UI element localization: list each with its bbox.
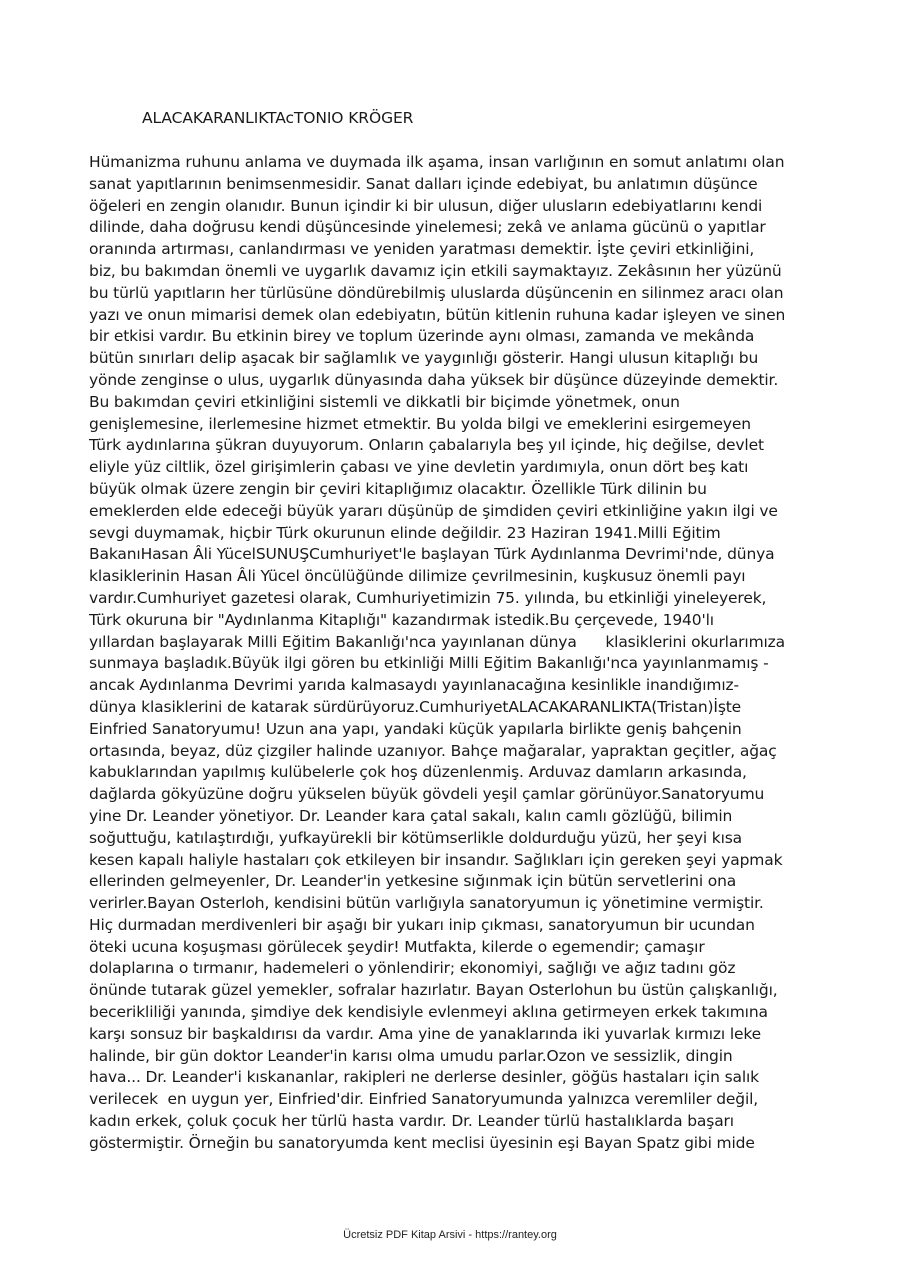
body-line: bu türlü yapıtların her türlüsüne döndürebilmiş uluslarda düşüncenin en silinmez aracı olan <box>89 283 784 302</box>
body-line: önünde tutarak güzel yemekler, sofralar hazırlatır. Bayan Osterlohun bu üstün çalışkanlığı, <box>89 981 778 1000</box>
body-line: sunmaya başladık.Büyük ilgi gören bu etkinliği Milli Eğitim Bakanlığı'nca yayınlanmamış - <box>89 654 769 673</box>
body-line: biz, bu bakımdan önemli ve uygarlık davamız için etkili saymaktayız. Zekâsının her yüzünü <box>89 261 782 280</box>
body-line: verilecek en uygun yer, Einfried'dir. Einfried Sanatoryumunda yalnızca veremliler değil, <box>89 1090 759 1109</box>
body-line: yönde zenginse o ulus, uygarlık dünyasında daha yüksek bir düşünce düzeyinde demektir. <box>89 370 779 389</box>
body-line: yıllardan başlayarak Milli Eğitim Bakanlığı'nca yayınlanan dünya klasiklerini okurlarımıza <box>89 632 786 651</box>
body-line: verirler.Bayan Osterloh, kendisini bütün varlığıyla sanatoryumun iç yönetimine vermiştir. <box>89 894 764 913</box>
body-line: ellerinden gelmeyenler, Dr. Leander'in yetkesine sığınmak için bütün servetlerini ona <box>89 872 737 891</box>
body-line: hava... Dr. Leander'i kıskananlar, rakipleri ne derlerse desinler, göğüs hastaları için salık <box>89 1068 759 1087</box>
body-line: klasiklerinin Hasan Âli Yücel öncülüğünde dilimize çevrilmesinin, kuşkusuz önemli payı <box>89 567 746 586</box>
body-line: soğuttuğu, katılaştırdığı, yufkayürekli bir kötümserlikle doldurduğu yüzü, her şeyi kısa <box>89 828 743 847</box>
body-line: eliyle yüz ciltlik, özel girişimlerin çabası ve yine devletin yardımıyla, onun dört beş katı <box>89 458 749 477</box>
body-line: yazı ve onun mimarisi demek olan edebiyatın, bütün kitlenin ruhuna kadar işleyen ve sinen <box>89 305 786 324</box>
body-line: BakanıHasan Âli YücelSUNUŞCumhuriyet'le başlayan Türk Aydınlanma Devrimi'nde, dünya <box>89 545 775 564</box>
body-line: ortasında, beyaz, düz çizgiler halinde uzanıyor. Bahçe mağaralar, yapraktan geçitler, ağaç <box>89 741 777 760</box>
body-line: dağlarda gökyüzüne doğru yükselen büyük gövdeli yeşil çamlar görünüyor.Sanatoryumu <box>89 785 765 804</box>
body-line: büyük olmak üzere zengin bir çeviri kitaplığımız olacaktır. Özellikle Türk dilinin bu <box>89 479 707 498</box>
body-line: bütün sınırları delip aşacak bir sağlamlık ve yaygınlığı gösterir. Hangi ulusun kitaplığı bu <box>89 349 759 368</box>
body-line: Türk okuruna bir "Aydınlanma Kitaplığı" kazandırmak istedik.Bu çerçevede, 1940'lı <box>89 610 714 629</box>
body-text <box>89 152 829 1155</box>
body-line: kesen kapalı haliyle hastaları çok etkileyen bir insandır. Sağlıkları için gereken şeyi yapmak <box>89 850 783 869</box>
body-line: yine Dr. Leander yönetiyor. Dr. Leander kara çatal sakalı, kalın camlı gözlüğü, bilimin <box>89 806 733 825</box>
body-line: oranında artırması, canlandırması ve yeniden yaratması demektir. İşte çeviri etkinliğini, <box>89 240 755 259</box>
body-line: becerikliliği yanında, şimdiye dek kendisiyle evlenmeyi aklına getirmeyen erkek takımına <box>89 1003 768 1022</box>
body-line: sevgi duymamak, hiçbir Türk okurunun elinde değildir. 23 Haziran 1941.Milli Eğitim <box>89 523 721 542</box>
body-line: genişlemesine, ilerlemesine hizmet etmektir. Bu yolda bilgi ve emeklerini esirgemeyen <box>89 414 751 433</box>
body-line: kabuklarından yapılmış kulübelerle çok hoş düzenlenmiş. Arduvaz damların arkasında, <box>89 763 747 782</box>
body-line: öğeleri en zengin olanıdır. Bunun içindir ki bir ulusun, diğer ulusların edebiyatlarını kendi <box>89 196 763 215</box>
body-line: vardır.Cumhuriyet gazetesi olarak, Cumhuriyetimizin 75. yılında, bu etkinliği yineleyerek, <box>89 588 767 607</box>
body-line: Bu bakımdan çeviri etkinliğini sistemli ve dikkatli bir biçimde yönetmek, onun <box>89 392 680 411</box>
body-line: dünya klasiklerini de katarak sürdürüyoruz.CumhuriyetALACAKARANLIKTA(Tristan)İşte <box>89 697 742 716</box>
body-line: emeklerden elde edeceği büyük yararı düşünüp de şimdiden çeviri etkinliğine yakın ilgi ve <box>89 501 778 520</box>
body-line: halinde, bir gün doktor Leander'in karısı olma umudu parlar.Ozon ve sessizlik, dingin <box>89 1046 733 1065</box>
document-title: ALACAKARANLIKTAcTONIO KRÖGER <box>142 109 414 127</box>
body-line: Hümanizma ruhunu anlama ve duymada ilk aşama, insan varlığının en somut anlatımı olan <box>89 153 785 171</box>
body-line: ancak Aydınlanma Devrimi yarıda kalmasaydı yayınlanacağına kesinlikle inandığımız- <box>89 676 739 695</box>
body-line: göstermiştir. Örneğin bu sanatoryumda kent meclisi üyesinin eşi Bayan Spatz gibi mide <box>89 1133 755 1152</box>
body-line: Einfried Sanatoryumu! Uzun ana yapı, yandaki küçük yapılarla birlikte geniş bahçenin <box>89 719 742 738</box>
body-line: dilinde, daha doğrusu kendi düşüncesinde yinelemesi; zekâ ve anlama gücünü o yapıtlar <box>89 218 766 237</box>
body-line: dolaplarına o tırmanır, hademeleri o yönlendirir; ekonomiyi, sağlığı ve ağız tadını göz <box>89 959 736 978</box>
footer-text: Ücretsiz PDF Kitap Arsivi - https://rantey.org <box>343 1229 557 1241</box>
body-line: kadın erkek, çoluk çocuk her türlü hasta vardır. Dr. Leander türlü hastalıklarda başarı <box>89 1112 734 1131</box>
body-line: karşı sonsuz bir başkaldırısı da vardır. Ama yine de yanaklarında iki yuvarlak kırmızı leke <box>89 1024 762 1043</box>
body-line: sanat yapıtlarının benimsenmesidir. Sanat dalları içinde edebiyat, bu anlatımın düşünce <box>89 174 758 193</box>
body-line: Türk aydınlarına şükran duyuyorum. Onların çabalarıyla beş yıl içinde, hiç değilse, devlet <box>89 436 764 455</box>
body-line: öteki ucuna koşuşması görülecek şeydir! Mutfakta, kilerde o egemendir; çamaşır <box>89 937 705 956</box>
body-line: bir etkisi vardır. Bu etkinin birey ve toplum üzerinde aynı olması, zamanda ve mekânda <box>89 327 755 346</box>
body-line: Hiç durmadan merdivenleri bir aşağı bir yukarı inip çıkması, sanatoryumun bir ucundan <box>89 915 755 934</box>
